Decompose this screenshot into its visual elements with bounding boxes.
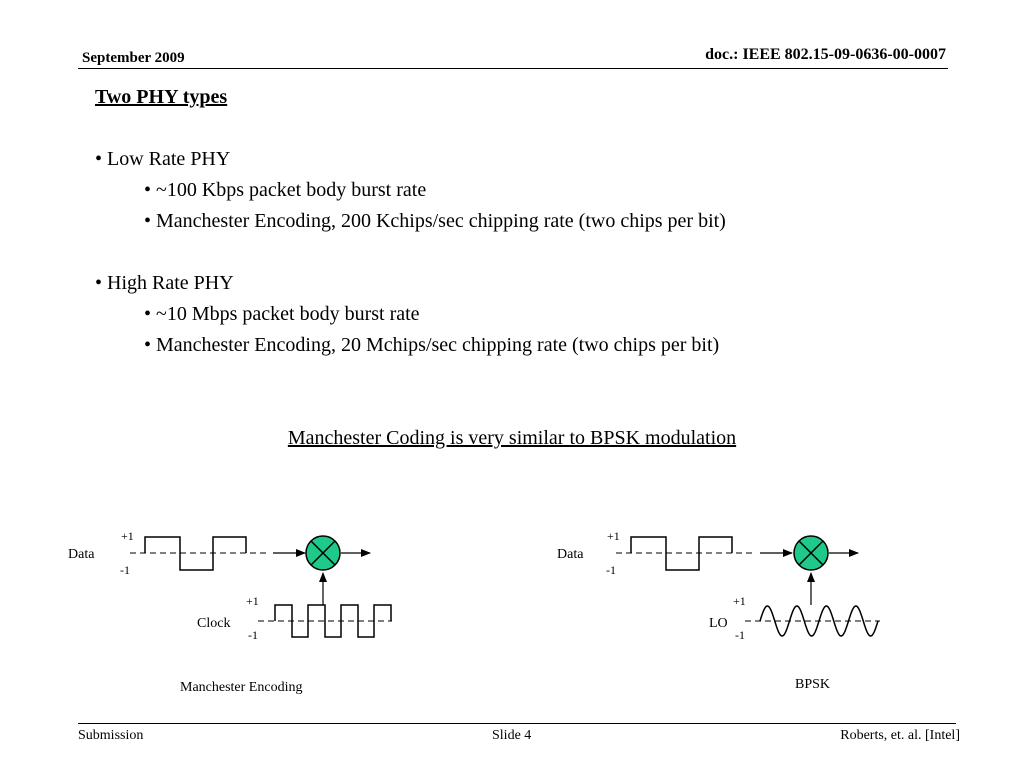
footer-authors: Roberts, et. al. [Intel]	[840, 728, 960, 743]
manchester-clock-plus-label: +1	[246, 594, 259, 608]
manchester-data-plus-label: +1	[121, 529, 134, 543]
low-rate-heading: • Low Rate PHY	[95, 148, 231, 170]
bpsk-lo-minus-label: -1	[735, 628, 745, 642]
bpsk-data-label: Data	[557, 547, 584, 562]
manchester-data-label: Data	[68, 547, 95, 562]
footer-divider	[78, 723, 956, 724]
manchester-clock-minus-label: -1	[248, 628, 258, 642]
bpsk-caption: BPSK	[795, 677, 831, 692]
footer-submission: Submission	[78, 728, 144, 743]
manchester-diagram	[68, 529, 392, 695]
high-rate-item: • Manchester Encoding, 20 Mchips/sec chipping rate (two chips per bit)	[144, 334, 720, 356]
bpsk-diagram	[557, 529, 880, 692]
manchester-caption: Manchester Encoding	[180, 680, 303, 695]
low-rate-item: • ~100 Kbps packet body burst rate	[144, 179, 427, 201]
high-rate-heading: • High Rate PHY	[95, 272, 234, 294]
slide-title: Two PHY types	[95, 86, 228, 108]
manchester-data-minus-label: -1	[120, 563, 130, 577]
bpsk-data-plus-label: +1	[607, 529, 620, 543]
footer-slide-number: Slide 4	[492, 728, 532, 743]
high-rate-item: • ~10 Mbps packet body burst rate	[144, 303, 420, 325]
bpsk-lo-plus-label: +1	[733, 594, 746, 608]
low-rate-item: • Manchester Encoding, 200 Kchips/sec chipping rate (two chips per bit)	[144, 210, 726, 232]
bpsk-lo-label: LO	[709, 616, 728, 631]
comparison-note: Manchester Coding is very similar to BPSK modulation	[287, 427, 737, 449]
manchester-clock-label: Clock	[197, 616, 231, 631]
header-doc-id: doc.: IEEE 802.15-09-0636-00-0007	[705, 46, 946, 63]
header-date: September 2009	[82, 50, 185, 66]
bpsk-data-minus-label: -1	[606, 563, 616, 577]
